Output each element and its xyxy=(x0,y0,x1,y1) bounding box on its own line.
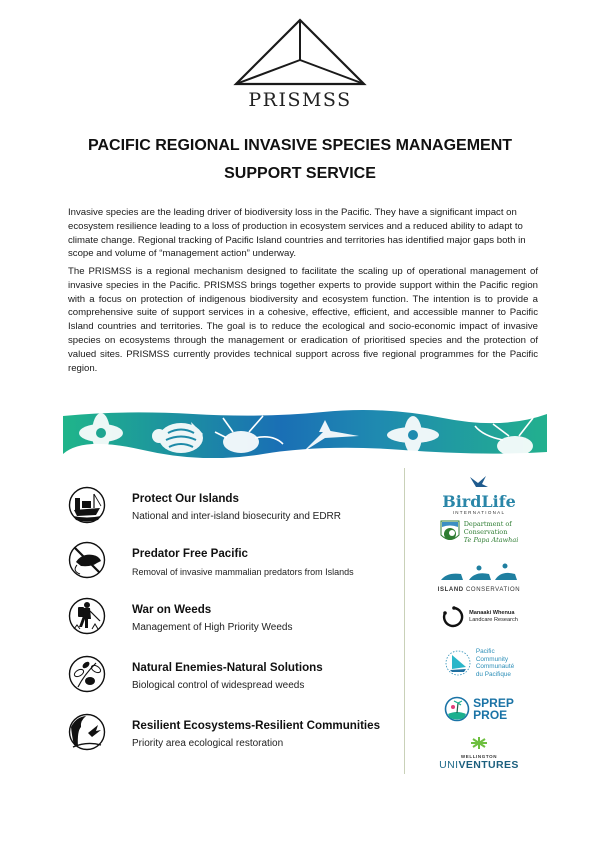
pacific-motif-icon xyxy=(63,408,547,458)
column-divider xyxy=(404,468,405,774)
ship-icon xyxy=(68,486,106,524)
islands-icon xyxy=(439,562,519,582)
programme-title: War on Weeds xyxy=(132,603,212,616)
programme-description: Removal of invasive mammalian predators from Islands xyxy=(132,567,354,577)
description-paragraph: The PRISMSS is a regional mechanism designed to facilitate the scaling up of operational management of invasive species in the Pacific. PRISMSS brings together experts to provide support within the Pacific region with a focus on protection of indigenous biodiversity and ecosystem function. The intention is to provide a comprehensive suite of support services in a cohesive, effective, efficient, and accessible manner to Pacific Island countries and territories. The goal is to reduce the ecological and socio-economic impact of invasive species on ecosystems through the management or eradication of prioritised species and the protection of valued sites. PRISMSS currently provides technical support across five regional programmes for the Pacific region. xyxy=(68,266,538,374)
bird-icon xyxy=(468,475,490,489)
pyramid-icon xyxy=(232,16,368,88)
ring-icon xyxy=(440,605,464,629)
doc-logo: Department of Conservation Te Papa Atawhai xyxy=(414,520,544,544)
leaf-beetle-icon xyxy=(68,655,106,693)
programme-description: National and inter-island biosecurity and EDRR xyxy=(132,511,341,522)
star-burst-icon xyxy=(471,737,487,749)
wellington-univentures-logo: WELLINGTON UNIVENTURES xyxy=(414,736,544,771)
programme-protect-our-islands xyxy=(68,486,398,530)
programme-title: Natural Enemies-Natural Solutions xyxy=(132,661,323,674)
hiker-sprayer-icon xyxy=(68,597,106,635)
programme-description: Management of High Priority Weeds xyxy=(132,622,293,633)
logo-wordmark: PRISMSS xyxy=(248,89,352,111)
rat-prohibited-icon xyxy=(68,541,106,579)
island-conservation-logo: ISLAND CONSERVATION xyxy=(414,562,544,593)
intro-paragraph: Invasive species are the leading driver of biodiversity loss in the Pacific. They have a significant impact on ecosystem resilience leading to a loss of production in ecosystem services and a reduced ability to adapt to climate change. Regional tracking of Pacific Island countries and territories has identified major gaps both in scope and volume of “management action” underway. xyxy=(68,207,526,260)
programme-description: Biological control of widespread weeds xyxy=(132,680,305,691)
birdlife-logo: BirdLife INTERNATIONAL xyxy=(414,475,544,515)
programme-war-on-weeds xyxy=(68,597,398,641)
programme-description: Priority area ecological restoration xyxy=(132,738,284,749)
title-line-1: PACIFIC REGIONAL INVASIVE SPECIES MANAGEMENT xyxy=(87,137,513,154)
page-title xyxy=(40,132,560,188)
programme-natural-enemies xyxy=(68,655,398,699)
sprep-island-icon xyxy=(444,696,470,722)
manaaki-whenua-logo: Manaaki Whenua Landcare Research xyxy=(414,605,544,629)
programme-resilient-ecosystems xyxy=(68,713,398,757)
prismss-logo xyxy=(232,16,368,111)
sprep-logo: SPREP PROE xyxy=(414,696,544,722)
spc-sail-icon xyxy=(444,649,472,677)
decorative-banner xyxy=(63,408,547,458)
programme-title: Protect Our Islands xyxy=(132,492,239,505)
pacific-community-logo: Pacific Community Communauté du Pacifique xyxy=(414,648,544,678)
programme-title: Resilient Ecosystems-Resilient Communities xyxy=(132,719,381,732)
programme-predator-free-pacific xyxy=(68,541,398,585)
title-line-2: SUPPORT SERVICE xyxy=(224,165,376,182)
doc-shield-icon xyxy=(440,520,460,544)
programme-title: Predator Free Pacific xyxy=(132,547,248,560)
bird-forest-icon xyxy=(68,713,106,751)
